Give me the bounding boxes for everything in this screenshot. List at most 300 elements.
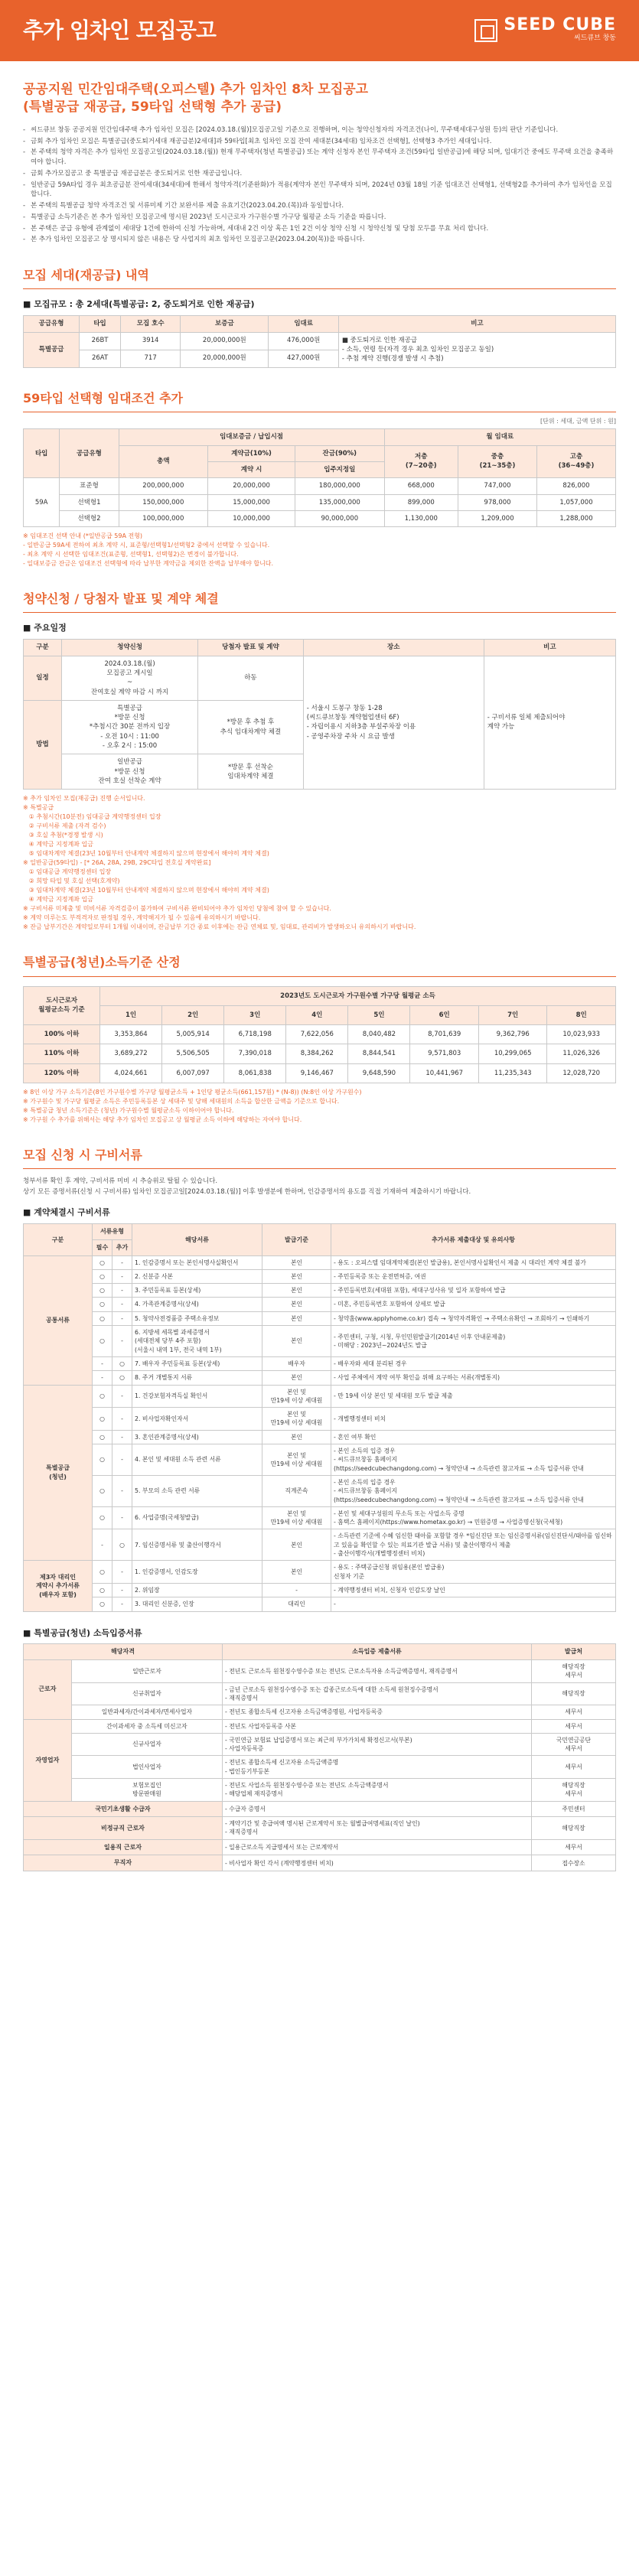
schedule-row1-label: 일정 — [24, 656, 62, 700]
income-row-label: 120% 이하 — [24, 1063, 100, 1083]
income-doc-docs: - 수급자 증명서 — [222, 1801, 531, 1817]
doc-cell: - 계약행정센터 비치, 신청자 인감도장 날인 — [331, 1583, 616, 1597]
table-row — [24, 1801, 616, 1817]
income-cell: 10,299,065 — [478, 1044, 546, 1063]
doc-cell: 본인 — [262, 1371, 331, 1385]
doc-h-kind: 구분 — [24, 1224, 93, 1255]
income-doc-sub: 간이과세자 중 소득세 미신고자 — [71, 1719, 222, 1733]
table-row — [24, 1385, 616, 1408]
income-cell: 8,384,262 — [286, 1044, 348, 1063]
doc-cell: ○ — [112, 1371, 132, 1385]
table-row — [24, 1817, 616, 1840]
doc-h-doc: 해당서류 — [132, 1224, 262, 1255]
schedule-notes — [23, 794, 616, 932]
income-cell: 8,701,639 — [410, 1025, 478, 1044]
intro-title-line2: (특별공급 재공급, 59타입 선택형 추가 공급) — [23, 99, 282, 115]
income-table — [23, 986, 616, 1084]
income-docs-h-docs: 소득입증 제출서류 — [222, 1644, 531, 1660]
supply-header: 공급유형 — [24, 316, 80, 332]
type59-cell: 표준형 — [60, 478, 119, 494]
income-doc-docs: - 계약기간 및 총급여액 명시된 근로계약서 또는 월별급여명세표(직인 날인) - 재직증명서 — [222, 1817, 531, 1840]
documents-table — [23, 1223, 616, 1611]
doc-cell: ○ — [93, 1284, 112, 1298]
doc-cell: 대리인 — [262, 1597, 331, 1611]
doc-h-required: 필수 — [93, 1240, 112, 1256]
doc-cell: 1. 인감증명서 또는 본인서명사실확인서 — [132, 1255, 262, 1269]
doc-cell: ○ — [93, 1255, 112, 1269]
doc-cell: - — [112, 1326, 132, 1357]
doc-cell: - 만 19세 이상 본인 및 세대원 모두 발급 제출 — [331, 1385, 616, 1408]
doc-cell: 4. 가족관계증명서(상세) — [132, 1298, 262, 1311]
income-row-label: 100% 이하 — [24, 1025, 100, 1044]
doc-cell: 2. 비사업자확인자서 — [132, 1408, 262, 1431]
schedule-note: ※ 구비서류 미제출 및 미비서류 자격검증이 불가하여 구비서류 완비되어야 추가 임차인 당첨에 참여 할 수 있습니다. — [23, 905, 331, 913]
intro-note: - 본 주택은 공급 유형에 관계없이 세대당 1건에 한하여 신청 가능하며, 세대내 2건 이상 혹은 1인 2건 이상 청약 신청 시 청약신청 및 당첨 모두를 무효 처리 합니다. — [23, 224, 616, 234]
income-cell: 10,441,967 — [410, 1063, 478, 1083]
schedule-sub-title: ■ 주요일정 — [23, 622, 616, 634]
type59-cell: 899,000 — [384, 494, 458, 510]
doc-cell: 본인 및 만19세 이상 세대원 — [262, 1506, 331, 1529]
income-doc-group-label: 일용직 근로자 — [24, 1839, 223, 1855]
table-row — [24, 1255, 616, 1269]
type59-cell: 180,000,000 — [295, 478, 384, 494]
type59-cell: 826,000 — [536, 478, 615, 494]
doc-cell: - 주민등록번호(세대원 포함), 세대구성사유 및 일자 포함하여 발급 — [331, 1284, 616, 1298]
income-doc-issuer: 세무서 — [532, 1756, 616, 1779]
doc-cell: ○ — [93, 1597, 112, 1611]
schedule-row1-apply: 2024.03.18.(월) 모집공고 게시일 ~ 잔여호실 계약 마감 시 까지 — [62, 656, 198, 700]
doc-cell: - — [112, 1298, 132, 1311]
supply-cell: 717 — [121, 350, 181, 367]
income-cell: 12,028,720 — [547, 1063, 616, 1083]
doc-cell: ○ — [93, 1583, 112, 1597]
schedule-row1-result: 하동 — [198, 656, 304, 700]
income-docs-h-qual: 해당자격 — [24, 1644, 223, 1660]
doc-cell: ○ — [112, 1529, 132, 1561]
income-doc-sub: 보험모집인 방문판매원 — [71, 1779, 222, 1802]
type59-unit: [단위 : 세대, 금액 단위 : 원] — [540, 417, 616, 425]
table-row — [24, 1063, 616, 1083]
doc-cell: ○ — [93, 1385, 112, 1408]
table-row — [24, 1444, 616, 1476]
type59-notes — [23, 532, 616, 568]
schedule-row3-result: *방문 후 선착순 임대차계약 체결 — [198, 754, 304, 790]
income-doc-group-label: 무직자 — [24, 1855, 223, 1871]
income-cell: 11,235,343 — [478, 1063, 546, 1083]
doc-cell: - 주민등록증 또는 운전면허증, 여권 — [331, 1269, 616, 1283]
doc-cell: - — [112, 1444, 132, 1476]
income-doc-sub: 일반과세자/간이과세자/면세사업자 — [71, 1705, 222, 1719]
supply-kind: 특별공급 — [24, 332, 80, 367]
table-row — [24, 1371, 616, 1385]
schedule-header: 장소 — [303, 640, 484, 656]
doc-cell: ○ — [93, 1506, 112, 1529]
income-col: 2인 — [162, 1005, 224, 1024]
doc-cell: 3. 대리인 신분증, 인장 — [132, 1597, 262, 1611]
income-doc-issuer: 해당직장 — [532, 1817, 616, 1840]
doc-cell: 본인 — [262, 1269, 331, 1283]
table-row — [24, 1298, 616, 1311]
type59-cell: 1,057,000 — [536, 494, 615, 510]
documents-section-title: 모집 신청 시 구비서류 — [23, 1146, 616, 1169]
income-doc-sub: 신규사업자 — [71, 1733, 222, 1756]
doc-cell: - 본인 소득의 입증 경우 - 씨드큐브창동 홈페이지 (https://seedcubechangdong.com) → 청약안내 → 소득관련 참고자료 → 소득 입증서류 안내 — [331, 1444, 616, 1476]
doc-cell: ○ — [93, 1408, 112, 1431]
doc-cell: 5. 청약사전경품증 주택소유정보 — [132, 1311, 262, 1325]
supply-header: 비고 — [338, 316, 615, 332]
supply-cell: 26BT — [80, 332, 121, 350]
schedule-note: ④ 계약금 지정계좌 입금 — [23, 841, 93, 848]
type59-note: ※ 임대조건 선택 안내 (*일반공급 59A 전형) — [23, 532, 143, 540]
income-cell: 9,648,590 — [348, 1063, 410, 1083]
schedule-note: ⑤ 임대차계약 체결(23년 10월부터 안내계약 체결하지 않으며 현장에서 해야히 계약 체결) — [23, 850, 269, 858]
doc-cell: - 용도 : 오피스텔 임대계약체결(본인 발급용), 본인서명사실확인서 제출 시 대리인 계약 체결 불가 — [331, 1255, 616, 1269]
table-row — [24, 1529, 616, 1561]
doc-cell: ○ — [93, 1326, 112, 1357]
income-docs-sub-title: ■ 특별공급(청년) 소득입증서류 — [23, 1627, 616, 1640]
income-cell: 5,005,914 — [162, 1025, 224, 1044]
type59-h-mid: 중층 (21~35층) — [458, 445, 537, 478]
income-doc-issuer: 세무서 — [532, 1719, 616, 1733]
schedule-header: 비고 — [484, 640, 615, 656]
doc-cell: - 본인 및 세대구성원의 무소득 또는 사업소득 증명 - 홈택스 홈페이지(https://www.hometax.go.kr) → 민원증명 → 사업증명신청(국세청) — [331, 1506, 616, 1529]
type59-cell: 200,000,000 — [119, 478, 207, 494]
doc-cell: - 배우자와 세대 분리된 경우 — [331, 1356, 616, 1370]
doc-cell: 2. 신분증 사본 — [132, 1269, 262, 1283]
doc-cell: - 용도 : 주택공급신청 위임용(본인 발급용) 신청자 기준 — [331, 1561, 616, 1584]
type59-cell: 10,000,000 — [208, 510, 295, 526]
intro-note: - 금회 추가모집공고 중 특별공급 재공급분은 중도퇴거로 인한 재공급입니다. — [23, 169, 616, 179]
table-row — [24, 1561, 616, 1584]
doc-cell: 5. 부모의 소득 관련 서류 — [132, 1475, 262, 1506]
table-row — [24, 1583, 616, 1597]
table-row — [24, 1839, 616, 1855]
income-doc-group-label: 국민기초생활 수급자 — [24, 1801, 223, 1817]
type59-cell: 15,000,000 — [208, 494, 295, 510]
income-doc-docs: - 전년도 사업소득 원천징수영수증 또는 전년도 소득금액증명서 - 해당업체 재직증명서 — [222, 1779, 531, 1802]
income-col: 5인 — [348, 1005, 410, 1024]
income-doc-docs: - 전년도 종합소득세 신고자용 소득금액증명 - 법인등기부등본 — [222, 1756, 531, 1779]
table-row — [24, 1506, 616, 1529]
doc-cell: 본인 — [262, 1430, 331, 1444]
schedule-note: ③ 임대차계약 체결(23년 10월부터 안내계약 체결하지 않으며 현장에서 해야히 계약 체결) — [23, 887, 269, 894]
doc-cell: ○ — [112, 1356, 132, 1370]
doc-cell: ○ — [93, 1561, 112, 1584]
income-note: ※ 가구원 수 추가를 위해서는 해당 추가 임차인 모집공고 상 월평균 소득 이하에 해당하는 자여야 합니다. — [23, 1116, 302, 1124]
doc-cell: - — [112, 1597, 132, 1611]
schedule-row2-apply: 특별공급 *방문 신청 *추첨시간 30분 전까지 입장 - 오전 10시 : 11:00 - 오후 2시 : 15:00 — [62, 700, 198, 754]
table-row — [24, 478, 616, 494]
doc-cell: 본인 — [262, 1326, 331, 1357]
table-row — [24, 1682, 616, 1705]
doc-cell: - — [112, 1311, 132, 1325]
income-cell: 8,040,482 — [348, 1025, 410, 1044]
schedule-note: ※ 특별공급 — [23, 804, 54, 812]
supply-header: 모집 호수 — [121, 316, 181, 332]
supply-cell: 20,000,000원 — [181, 332, 269, 350]
table-row — [24, 1430, 616, 1444]
supply-cell: 427,000원 — [269, 350, 339, 367]
income-col: 8인 — [547, 1005, 616, 1024]
income-doc-docs: - 전년도 종합소득세 신고자용 소득금액증명원, 사업자등록증 — [222, 1705, 531, 1719]
income-cell: 8,061,838 — [224, 1063, 286, 1083]
schedule-note: ① 임대공급 계약행정센터 입장 — [23, 868, 112, 876]
doc-cell: 8. 주거 개별통지 서류 — [132, 1371, 262, 1385]
income-doc-issuer: 세무서 — [532, 1705, 616, 1719]
supply-table — [23, 315, 616, 367]
doc-cell: ○ — [93, 1430, 112, 1444]
doc-cell: - — [112, 1385, 132, 1408]
doc-cell: - — [93, 1356, 112, 1370]
doc-cell: 본인 및 만19세 이상 세대원 — [262, 1444, 331, 1476]
doc-cell: 본인 — [262, 1284, 331, 1298]
income-cell: 3,689,272 — [100, 1044, 162, 1063]
income-col: 1인 — [100, 1005, 162, 1024]
doc-cell: 본인 및 만19세 이상 세대원 — [262, 1408, 331, 1431]
table-row — [24, 1408, 616, 1431]
type59-cell: 100,000,000 — [119, 510, 207, 526]
brand-logo — [474, 17, 616, 44]
doc-h-note: 추가서류 제출대상 및 유의사항 — [331, 1224, 616, 1255]
doc-cell: - 본인 소득의 입증 경우 - 씨드큐브창동 홈페이지 (https://seedcubechangdong.com) → 청약안내 → 소득관련 참고자료 → 소득 입증서류 안내 — [331, 1475, 616, 1506]
doc-cell: - — [112, 1475, 132, 1506]
intro-note: - 본 주택의 청약 자격은 추가 임차인 모집공고일(2024.03.18.(월)) 현재 무주택자(청년 특별공급) 또는 계약 신청자 본인 무주택자 조건(59타입 일반공급)에 해당 되며, 임대기간 중에도 무주택 요건을 충족하여야 합니다. — [23, 148, 616, 168]
income-doc-sub: 법인사업자 — [71, 1756, 222, 1779]
income-doc-docs: - 일용근로소득 지급명세서 또는 근로계약서 — [222, 1839, 531, 1855]
schedule-note: ※ 계약 미루는도 부적격자로 판정될 경우, 계약해지가 될 수 있음에 유의하시기 바랍니다. — [23, 914, 261, 922]
income-doc-issuer: 세무서 — [532, 1839, 616, 1855]
doc-cell: ○ — [93, 1475, 112, 1506]
doc-cell: - — [112, 1284, 132, 1298]
table-row — [24, 494, 616, 510]
schedule-table — [23, 639, 616, 790]
income-cell: 9,146,467 — [286, 1063, 348, 1083]
type59-h-balance-sub: 입주지정일 — [295, 461, 384, 477]
table-row — [24, 1044, 616, 1063]
supply-cell: 20,000,000원 — [181, 350, 269, 367]
doc-cell: - 사업 주체에서 계약 여부 확인을 위해 요구하는 서류(개별통지) — [331, 1371, 616, 1385]
income-doc-issuer: 국민연금공단 세무서 — [532, 1733, 616, 1756]
type59-table — [23, 428, 616, 527]
income-doc-docs: - 국민연금 보험료 납입증명서 또는 최근의 부가가치세 확정신고서(부본) - 사업자등록증 — [222, 1733, 531, 1756]
intro-note: - 씨드큐브 창동 공공지원 민간임대주택 추가 임차인 모집은 [2024.03.18.(월)]모집공고일 기준으로 진행하며, 이는 청약신청자의 자격조건(나이, 무주택세대구성원 등)의 판단 기준입니다. — [23, 125, 616, 135]
schedule-row2-label: 방법 — [24, 700, 62, 790]
table-row — [24, 1855, 616, 1871]
doc-cell: 3. 주민등록표 등본(상세) — [132, 1284, 262, 1298]
doc-cell: 4. 본인 및 세대원 소득 관련 서류 — [132, 1444, 262, 1476]
doc-cell: 2. 위임장 — [132, 1583, 262, 1597]
income-col: 6인 — [410, 1005, 478, 1024]
income-cell: 7,622,056 — [286, 1025, 348, 1044]
supply-cell: 476,000원 — [269, 332, 339, 350]
table-row — [24, 1719, 616, 1733]
type59-h-kind: 공급유형 — [60, 429, 119, 478]
doc-cell: 본인 — [262, 1561, 331, 1584]
type59-note: - 일반공급 59A세 전하여 최초 계약 시, 표준형/선택형1/선택형2 중에서 선택할 수 있습니다. — [23, 542, 270, 549]
schedule-header: 청약신청 — [62, 640, 198, 656]
income-cell: 8,844,541 — [348, 1044, 410, 1063]
table-row — [24, 1597, 616, 1611]
income-doc-group-label: 근로자 — [24, 1660, 72, 1719]
income-doc-sub: 신규취업자 — [71, 1682, 222, 1705]
doc-h-type: 서류유형 — [93, 1224, 132, 1240]
supply-header: 보증금 — [181, 316, 269, 332]
type59-cell: 1,130,000 — [384, 510, 458, 526]
income-doc-docs: - 비사업자 확인 각서 (계약행정센터 비치) — [222, 1855, 531, 1871]
doc-cell: - 혼인 여부 확인 — [331, 1430, 616, 1444]
type59-cell: 135,000,000 — [295, 494, 384, 510]
doc-cell: 배우자 — [262, 1356, 331, 1370]
income-section-title: 특별공급(청년)소득기준 산정 — [23, 953, 616, 976]
income-note: ※ 가구원수 및 가구당 월평균 소득은 주민등록등본 상 세대주 및 당해 세대원의 소득을 합산한 금액을 기준으로 합니다. — [23, 1098, 340, 1106]
doc-cell: 직계존속 — [262, 1475, 331, 1506]
income-row-label: 110% 이하 — [24, 1044, 100, 1063]
intro-note: - 본 추가 임차인 모집공고 상 명시되지 않은 내용은 당 사업지의 최초 임차인 모집공고문(2023.04.20(목))을 따릅니다. — [23, 235, 616, 245]
doc-cell: - — [93, 1371, 112, 1385]
income-cell: 7,390,018 — [224, 1044, 286, 1063]
doc-group-label: 제3자 대리인 계약시 추가서류 (배우자 포함) — [24, 1561, 93, 1611]
type59-note: - 최초 계약 시 선택한 임대조건(표준형, 선택형1, 선택형2)은 변경이 불가합니다. — [23, 551, 239, 559]
type59-type: 59A — [24, 478, 60, 527]
income-doc-issuer: 해당직장 세무서 — [532, 1779, 616, 1802]
type59-h-contract: 계약금(10%) — [208, 445, 295, 461]
income-cell: 3,353,864 — [100, 1025, 162, 1044]
type59-h-rent: 월 임대료 — [384, 429, 615, 445]
table-row — [24, 1311, 616, 1325]
income-row-header: 도시근로자 월평균소득 기준 — [24, 986, 100, 1025]
doc-cell: - — [112, 1255, 132, 1269]
doc-cell: ○ — [93, 1444, 112, 1476]
doc-group-label: 특별공급 (청년) — [24, 1385, 93, 1561]
doc-cell: 1. 인감증명서, 인감도장 — [132, 1561, 262, 1584]
doc-cell: 7. 임신증명서류 및 출산이행각서 — [132, 1529, 262, 1561]
supply-cell: 3914 — [121, 332, 181, 350]
income-doc-issuer: 주민센터 — [532, 1801, 616, 1817]
doc-cell: - — [112, 1583, 132, 1597]
income-notes — [23, 1088, 616, 1125]
doc-cell: 7. 배우자 주민등록표 등본(상세) — [132, 1356, 262, 1370]
schedule-note: ④ 계약금 지정계좌 입금 — [23, 896, 93, 904]
schedule-note: ③ 호실 추첨(*경쟁 발생 시) — [23, 832, 103, 839]
schedule-header: 당첨자 발표 및 계약 — [198, 640, 304, 656]
table-row — [24, 1475, 616, 1506]
type59-cell: 1,288,000 — [536, 510, 615, 526]
logo-subname: 씨드큐브 창동 — [573, 34, 616, 43]
intro-title-line1: 공공지원 민간임대주택(오피스텔) 추가 임차인 8차 모집공고 — [23, 82, 369, 97]
type59-cell: 20,000,000 — [208, 478, 295, 494]
doc-cell: 본인 및 만19세 이상 세대원 — [262, 1385, 331, 1408]
page-header — [0, 0, 639, 61]
income-doc-group-label: 자영업자 — [24, 1719, 72, 1801]
doc-cell: - — [112, 1561, 132, 1584]
income-doc-sub: 일반근로자 — [71, 1660, 222, 1683]
type59-section-title: 59타입 선택형 임대조건 추가 — [23, 389, 616, 412]
type59-h-type: 타입 — [24, 429, 60, 478]
table-row — [24, 1326, 616, 1357]
supply-header: 타입 — [80, 316, 121, 332]
type59-cell: 1,209,000 — [458, 510, 537, 526]
schedule-note: ① 추첨시간(10분전) 임대공급 계약행정센터 입장 — [23, 813, 161, 821]
table-row — [24, 1733, 616, 1756]
doc-cell: - 주민센터, 구청, 시청, 무인민원발급기(2014년 이후 안내문제출) - 미해당 : 2023년~2024년도 발급 — [331, 1326, 616, 1357]
income-doc-issuer: 해당직장 세무서 — [532, 1660, 616, 1683]
supply-section-title: 모집 세대(재공급) 내역 — [23, 266, 616, 289]
income-cell: 5,506,505 — [162, 1044, 224, 1063]
income-note: ※ 특별공급 청년 소득기준은 (청년) 가구원수별 월평균소득 이하이어야 합니다. — [23, 1107, 234, 1115]
income-doc-docs: - 금년 근로소득 원천징수영수증 또는 갑종근로소득에 대한 소득세 원천징수증명서 - 재직증명서 — [222, 1682, 531, 1705]
type59-h-low: 저층 (7~20층) — [384, 445, 458, 478]
intro-note: - 본 주택의 특별공급 청약 자격조건 및 서류미제 기간 보완서류 제출 유효기간(2023.04.20.(목))과 동일합니다. — [23, 201, 616, 211]
doc-cell: - — [331, 1597, 616, 1611]
type59-cell: 668,000 — [384, 478, 458, 494]
type59-note: - 일대보증금 잔금은 임대조건 선택형에 따라 납부한 계약금을 제외한 잔액을 납부해야 합니다. — [23, 560, 274, 568]
table-row — [24, 1705, 616, 1719]
doc-cell: 3. 혼인관계증명서(상세) — [132, 1430, 262, 1444]
schedule-note: ※ 일반공급(59타입) - [* 26A, 28A, 29B, 29C타입 전호실 계약완료] — [23, 859, 211, 867]
income-doc-issuer: 접수장소 — [532, 1855, 616, 1871]
doc-cell: - — [93, 1529, 112, 1561]
table-row — [24, 1356, 616, 1370]
income-col: 3인 — [224, 1005, 286, 1024]
doc-cell: 1. 건강보험자격득실 확인서 — [132, 1385, 262, 1408]
schedule-row3-apply: 일반공급 *방문 신청 잔여 호실 선착순 계약 — [62, 754, 198, 790]
schedule-section-title: 청약신청 / 당첨자 발표 및 계약 체결 — [23, 590, 616, 613]
doc-cell: - 청약홈(www.applyhome.co.kr) 접속 → 청약자격확인 → 주택소유확인 → 조회하기 → 인쇄하기 — [331, 1311, 616, 1325]
income-docs-h-issuer: 발급처 — [532, 1644, 616, 1660]
income-col: 4인 — [286, 1005, 348, 1024]
income-docs-table — [23, 1643, 616, 1871]
income-doc-docs: - 전년도 근로소득 원천징수영수증 또는 전년도 근로소득자용 소득금액증명서, 재직증명서 — [222, 1660, 531, 1683]
schedule-remark: - 구비서류 일체 제출되어야 계약 가능 — [484, 656, 615, 790]
table-row — [24, 1284, 616, 1298]
income-doc-docs: - 전년도 사업자등록증 사본 — [222, 1719, 531, 1733]
doc-cell: - 개별행정센터 비치 — [331, 1408, 616, 1431]
type59-cell: 선택형1 — [60, 494, 119, 510]
doc-cell: 본인 — [262, 1255, 331, 1269]
type59-cell: 90,000,000 — [295, 510, 384, 526]
doc-h-issue: 발급기준 — [262, 1224, 331, 1255]
income-group-title: 2023년도 도시근로자 가구원수별 가구당 월평균 소득 — [100, 986, 616, 1005]
doc-cell: - — [112, 1506, 132, 1529]
intro-section — [23, 81, 616, 245]
type59-h-deposit: 임대보증금 / 납입시점 — [119, 429, 384, 445]
table-row — [24, 1025, 616, 1044]
doc-cell: ○ — [93, 1269, 112, 1283]
doc-cell: 본인 — [262, 1529, 331, 1561]
income-cell: 6,718,198 — [224, 1025, 286, 1044]
page-title: 추가 임차인 모집공고 — [23, 17, 216, 43]
schedule-note: ② 구비서류 제출 (자격 검수) — [23, 822, 106, 830]
table-row — [24, 332, 616, 350]
logo-name: SEED CUBE — [504, 15, 616, 35]
doc-cell: 본인 — [262, 1298, 331, 1311]
doc-cell: - 소득관련 기준에 수혜 임신한 태아를 포함할 경우 *임신진단 또는 임신증명서류(임신진단서/태아를 임신하고 있음을 확인할 수 있는 의료기관 발급 서류) 및 출산이행각서 제출 - 출산이행각서(개별행정센터 비치) — [331, 1529, 616, 1561]
doc-cell: - 미혼, 주민등록번호 포함하여 상세로 발급 — [331, 1298, 616, 1311]
doc-cell: 6. 지방세 세목별 과세증명서 (세대전체 당부 4주 포함) (서울시 내역 1부, 전국 내역 1부) — [132, 1326, 262, 1357]
income-doc-group-label: 비정규직 근로자 — [24, 1817, 223, 1840]
intro-title — [23, 81, 616, 116]
schedule-place: - 서울시 도봉구 창동 1-28 (씨드큐브창동 계약협업센터 6F) - 자립이용시 지하3층 부설주차장 이용 - 공영주차장 주차 시 요금 발생 — [303, 656, 484, 790]
schedule-row2-result: *방문 후 추첨 후 추식 임대차계약 체결 — [198, 700, 304, 754]
intro-note: - 특별공급 소득기준은 본 추가 임차인 모집공고에 명시된 2023년 도시근로자 가구원수별 가구당 월평균 소득 기준을 따릅니다. — [23, 213, 616, 223]
supply-remark: ■ 중도퇴거로 인한 재공급 - 소득, 연령 등(자격 경우 최초 임차인 모집공고 동일) - 추첨 계약 진행(경쟁 발생 시 추첨) — [338, 332, 615, 367]
income-cell: 11,026,326 — [547, 1044, 616, 1063]
doc-cell: ○ — [93, 1311, 112, 1325]
supply-cell: 26AT — [80, 350, 121, 367]
income-note: ※ 8인 이상 가구 소득기준(8인 가구원수별 가구당 월평균소득 + 1인당 평균소득(661,157원) * (N-8)) (N:8인 이상 가구원수) — [23, 1089, 362, 1096]
documents-para: 청부서류 확인 후 계약, 구비서류 미비 시 추승위로 탈될 수 있습니다. 상기 모든 증명서류(신청 시 구비서류) 임차인 모집공고일[2024.03.18.(월)] 이후 발생분에 한하며, 인감증명서의 용도를 직접 기재하여 제출하시기 바랍니다. — [23, 1177, 471, 1196]
income-cell: 4,024,661 — [100, 1063, 162, 1083]
